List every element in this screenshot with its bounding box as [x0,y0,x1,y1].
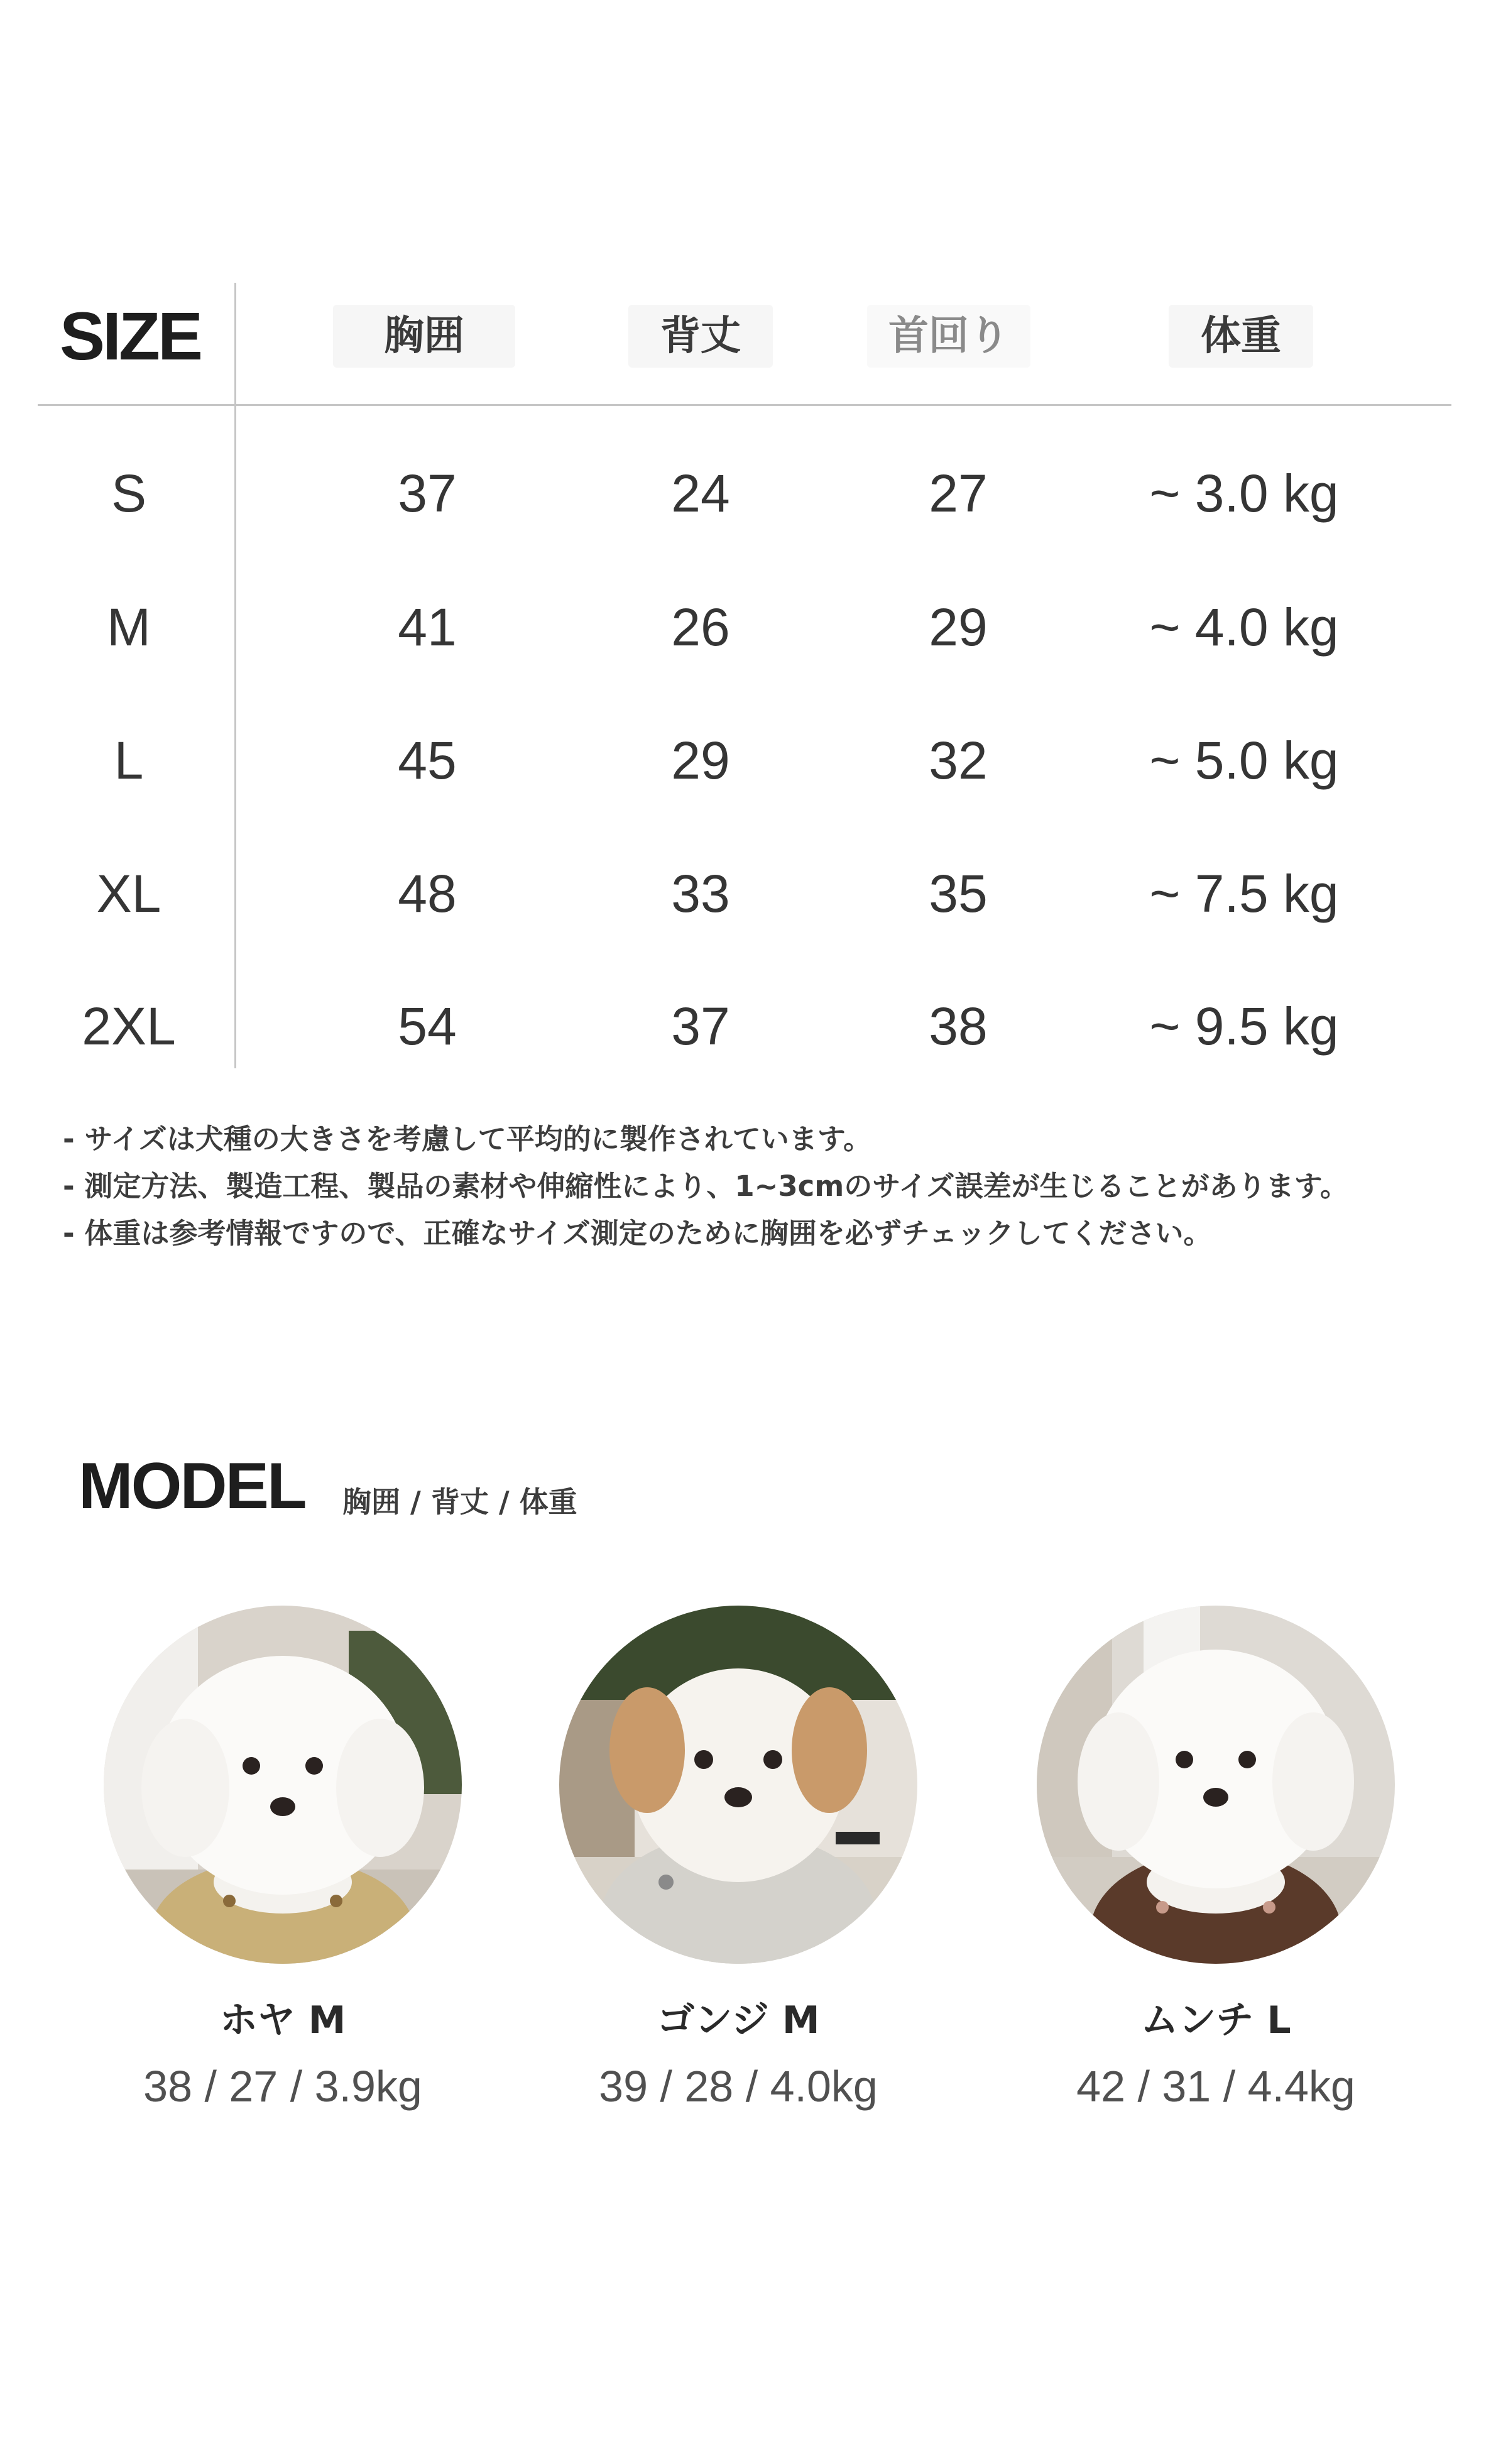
back-value: 24 [671,464,730,523]
back-value: 37 [671,997,730,1056]
chest-value: 54 [398,997,457,1056]
model-section-title: MODEL [79,1450,305,1523]
weight-value: ~ 3.0 kg [1149,464,1339,523]
table-vertical-divider [234,283,236,1068]
weight-value: ~ 7.5 kg [1149,864,1339,923]
size-label: M [107,598,151,657]
dog-stats: 39 / 28 / 4.0kg [599,2062,878,2111]
model-section-subtitle: 胸囲 / 背丈 / 体重 [342,1485,577,1519]
chest-value: 45 [398,731,457,790]
header-chest: 胸囲 [333,305,515,368]
neck-value: 32 [929,731,988,790]
chest-value: 37 [398,464,457,523]
neck-value: 38 [929,997,988,1056]
dog-photo-munchi [1037,1606,1395,1964]
back-value: 26 [671,598,730,657]
size-label: S [111,464,147,523]
header-weight: 体重 [1169,305,1313,368]
dog-name: ゴンジ M [657,1998,820,2042]
chest-value: 48 [398,864,457,923]
size-label: L [114,731,144,790]
weight-value: ~ 9.5 kg [1149,997,1339,1056]
dog-stats: 38 / 27 / 3.9kg [143,2062,422,2111]
size-table-title: SIZE [60,298,201,374]
header-neck: 首回り [867,305,1030,368]
neck-value: 35 [929,864,988,923]
note-line: - 測定方法、製造工程、製品の素材や伸縮性により、1~3cmのサイズ誤差が生じることがあります。 [63,1169,1349,1203]
neck-value: 29 [929,598,988,657]
size-notes [63,1115,1445,1257]
neck-value: 27 [929,464,988,523]
table-header-divider [38,404,1451,406]
header-back-length: 背丈 [628,305,773,368]
back-value: 33 [671,864,730,923]
weight-value: ~ 4.0 kg [1149,598,1339,657]
dog-name: ムンチ L [1140,1998,1291,2042]
dog-photo-hoya [104,1606,462,1964]
size-label: 2XL [82,997,176,1056]
weight-value: ~ 5.0 kg [1149,731,1339,790]
dog-name: ホヤ M [219,1998,346,2042]
note-line: - サイズは犬種の大きさを考慮して平均的に製作されています。 [63,1122,872,1156]
dog-photo-gonji [559,1606,917,1964]
size-label: XL [96,864,161,923]
chest-value: 41 [398,598,457,657]
back-value: 29 [671,731,730,790]
dog-stats: 42 / 31 / 4.4kg [1076,2062,1355,2111]
note-line: - 体重は参考情報ですので、正確なサイズ測定のために胸囲を必ずチェックしてください。 [63,1217,1212,1250]
